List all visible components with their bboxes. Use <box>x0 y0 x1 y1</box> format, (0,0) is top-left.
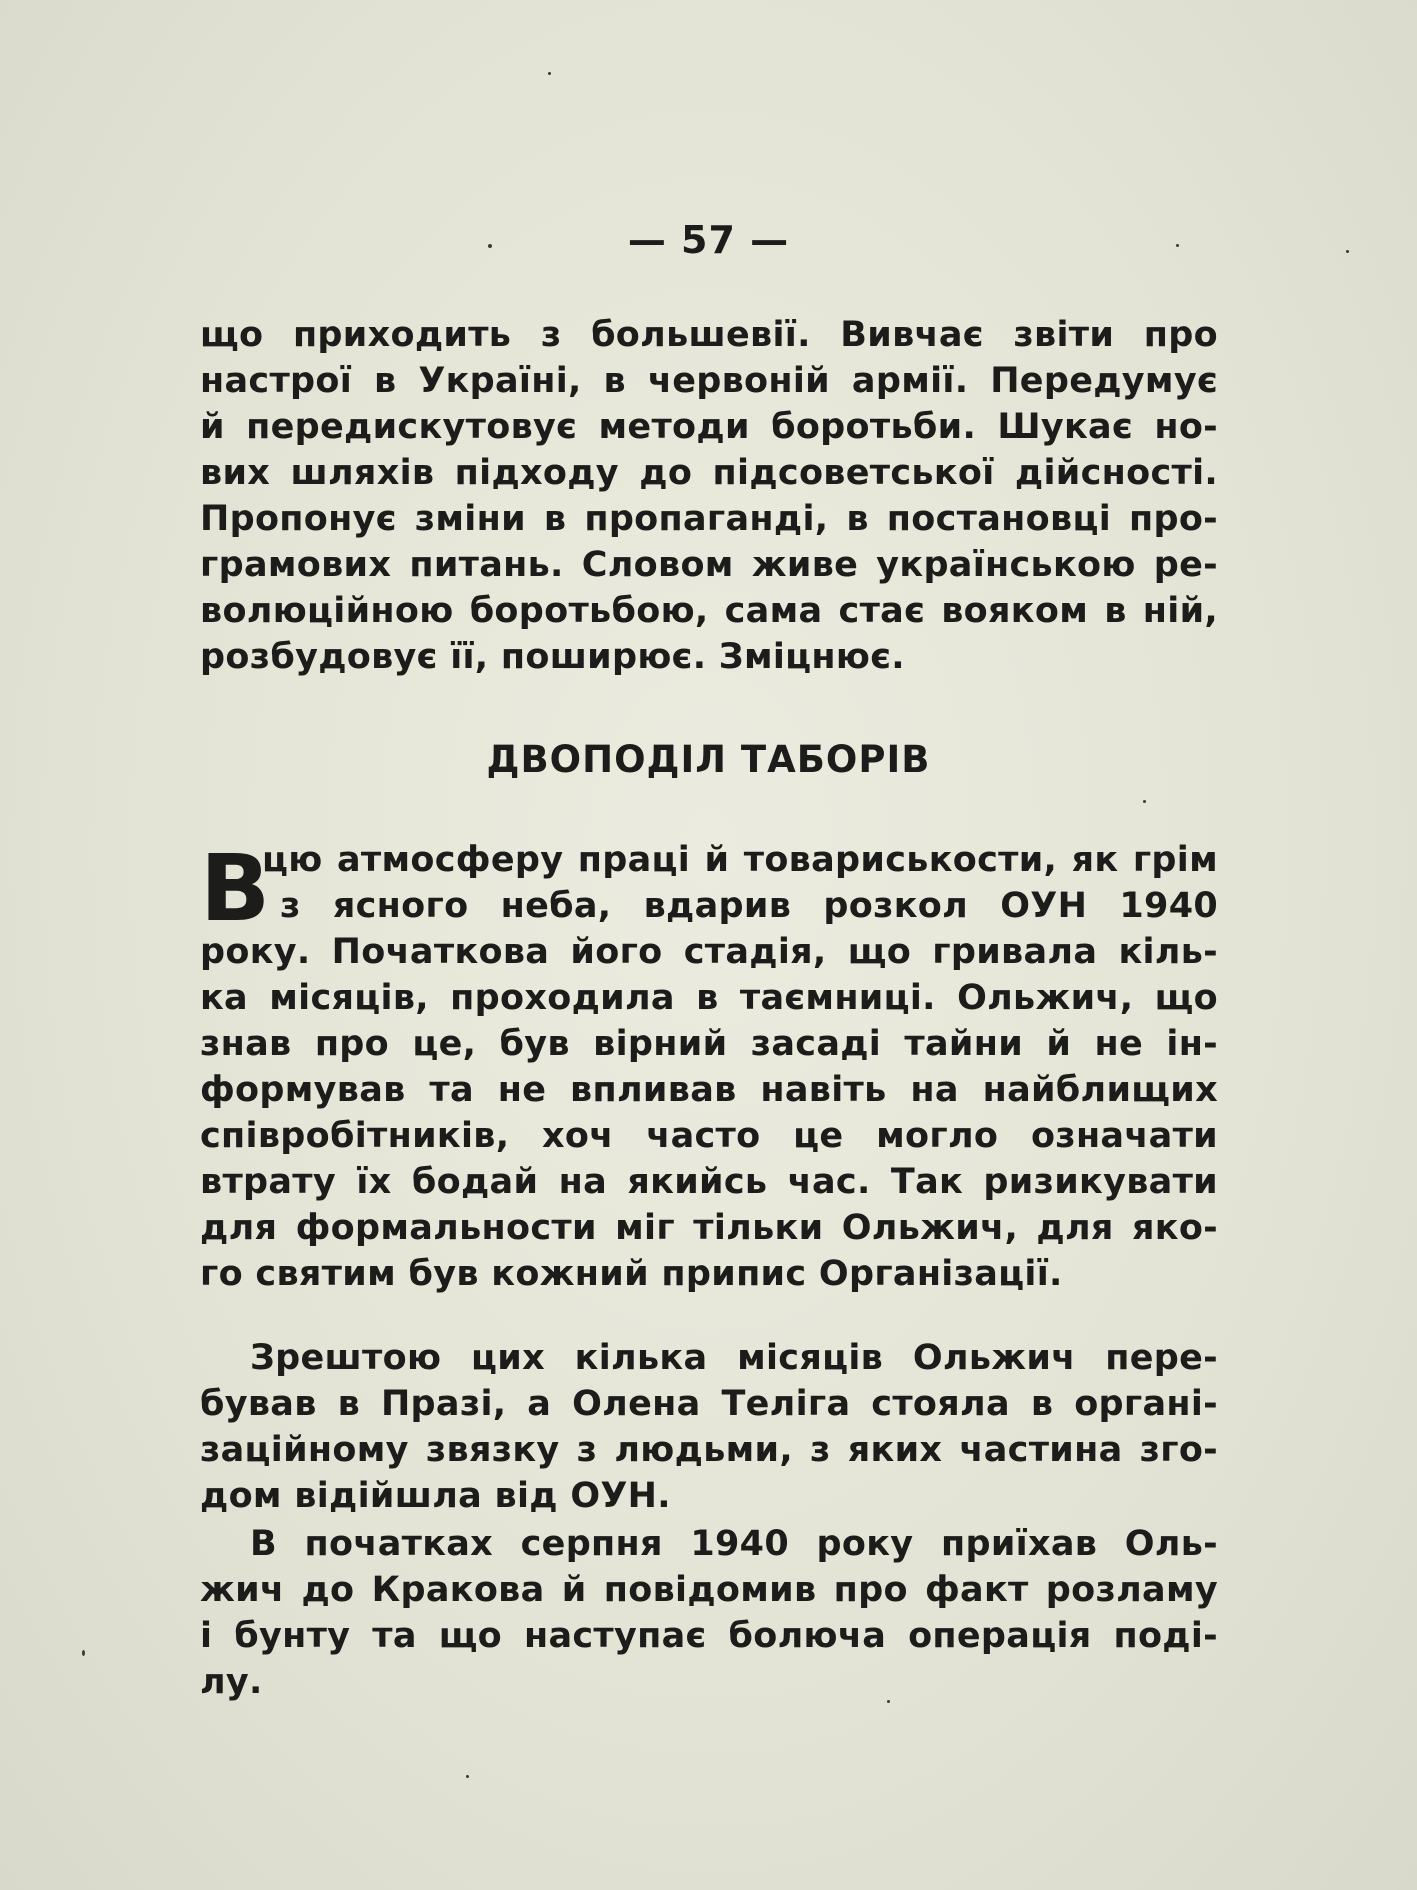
drop-cap-initial: В <box>200 835 271 942</box>
text-line: втрату їх бодай на якийсь час. Так ризикувати <box>200 1162 1218 1202</box>
text-line: дом відійшла від ОУН. <box>200 1476 671 1516</box>
speck <box>548 72 551 75</box>
text-line: що приходить з большевії. Вивчає звіти про <box>200 315 1218 355</box>
text-line: настрої в Україні, в червоній армії. Передумує <box>200 361 1218 401</box>
text-line: го святим був кожний припис Організації. <box>200 1254 1063 1294</box>
paragraph-4 <box>200 1521 1218 1705</box>
text-line: бував в Празі, а Олена Теліга стояла в органі- <box>200 1384 1218 1424</box>
text-line: вих шляхів підходу до підсоветської дійсності. <box>200 453 1218 493</box>
text-line: формував та не впливав навіть на найблищих <box>200 1070 1218 1110</box>
speck <box>1176 244 1179 247</box>
speck <box>82 1650 85 1656</box>
text-line: і бунту та що наступає болюча операція поді- <box>200 1616 1218 1656</box>
text-line: цю атмосферу праці й товариськости, як грім <box>262 840 1218 880</box>
speck <box>1143 800 1146 803</box>
section-heading: ДВОПОДІЛ ТАБОРІВ <box>486 738 931 781</box>
text-line: ка місяців, проходила в таємниці. Ольжич, що <box>200 978 1218 1018</box>
paragraph-3 <box>200 1335 1218 1519</box>
text-line: знав про це, був вірний засаді тайни й не ін- <box>200 1024 1218 1064</box>
text-line: й передискутовує методи боротьби. Шукає но- <box>200 407 1218 447</box>
paragraph-dropcap <box>200 837 1218 1297</box>
speck <box>1346 250 1349 253</box>
page-number: — 57 — <box>627 218 790 262</box>
speck <box>887 1700 890 1703</box>
paragraph-continuation <box>200 312 1218 680</box>
text-line: для формальности міг тільки Ольжич, для яко- <box>200 1208 1218 1248</box>
text-line: жич до Кракова й повідомив про факт розламу <box>200 1570 1218 1610</box>
speck <box>488 244 492 248</box>
speck <box>466 1775 469 1778</box>
text-line: Пропонує зміни в пропаганді, в постановці про- <box>200 499 1218 539</box>
text-line: заційному звязку з людьми, з яких частина зго- <box>200 1430 1218 1470</box>
text-line: співробітників, хоч часто це могло означати <box>200 1116 1218 1156</box>
text-line: лу. <box>200 1662 263 1702</box>
text-line: В початках серпня 1940 року приїхав Оль- <box>250 1524 1218 1564</box>
text-line: розбудовує її, поширює. Зміцнює. <box>200 637 905 677</box>
text-line: року. Початкова його стадія, що гривала кіль- <box>200 932 1218 972</box>
text-line: з ясного неба, вдарив розкол ОУН 1940 <box>280 886 1218 926</box>
text-line: грамових питань. Словом живе українською ре- <box>200 545 1218 585</box>
text-line: Зрештою цих кілька місяців Ольжич пере- <box>250 1338 1218 1378</box>
text-line: волюційною боротьбою, сама стає вояком в ній, <box>200 591 1218 631</box>
